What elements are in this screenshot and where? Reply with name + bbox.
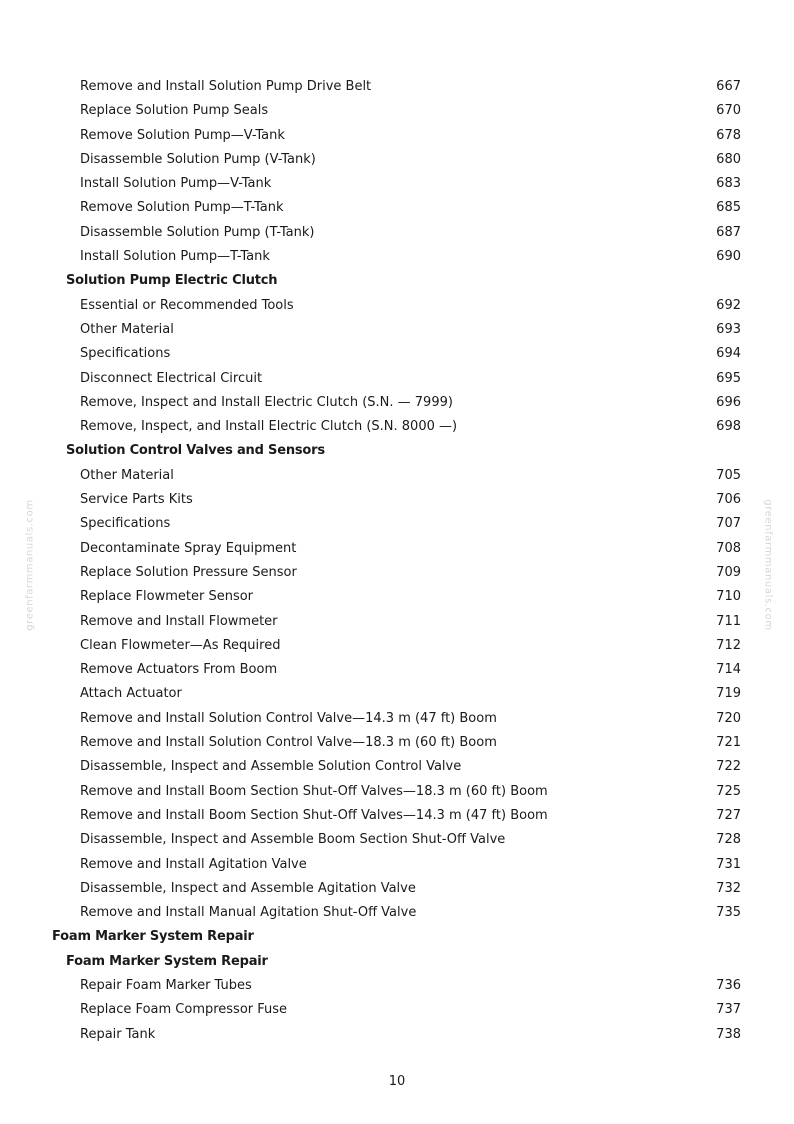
toc-entry-page: 695 [716,370,741,386]
toc-entry-title: Service Parts Kits [80,492,193,508]
toc-entry-title: Disassemble Solution Pump (T-Tank) [80,224,315,240]
toc-entry-title: Other Material [80,321,174,337]
toc-entry-page: 727 [716,807,741,823]
toc-entry[interactable] [0,221,794,245]
toc-entry[interactable] [0,75,794,99]
toc-entry-title: Remove, Inspect and Install Electric Clutch (S.N. — 7999) [80,394,453,410]
toc-entry-page: 678 [716,127,741,143]
toc-entry-title: Specifications [80,516,171,532]
toc-entry[interactable] [0,391,794,415]
toc-entry[interactable] [0,512,794,536]
toc-entry-title: Remove and Install Manual Agitation Shut-Off Valve [80,905,417,921]
toc-entry-title: Solution Pump Electric Clutch [66,273,278,289]
toc-entry-page: 710 [716,589,741,605]
toc-entry-page: 693 [716,321,741,337]
toc-entry-page: 687 [716,224,741,240]
toc-entry-title: Repair Foam Marker Tubes [80,977,252,993]
toc-entry[interactable] [0,585,794,609]
toc-entry-page: 714 [716,662,741,678]
toc-entry[interactable] [0,318,794,342]
toc-entry-title: Remove, Inspect, and Install Electric Clutch (S.N. 8000 —) [80,419,458,435]
toc-entry[interactable] [0,561,794,585]
toc-entry-title: Install Solution Pump—T-Tank [80,249,270,265]
toc-entry[interactable] [0,780,794,804]
toc-entry-title: Remove Solution Pump—V-Tank [80,127,285,143]
watermark-left: greenfarmmanuals.com [24,499,36,631]
toc-entry-title: Install Solution Pump—V-Tank [80,176,272,192]
toc-entry[interactable] [0,1023,794,1047]
toc-entry[interactable] [0,367,794,391]
toc-section-heading [0,925,794,949]
toc-entry[interactable] [0,877,794,901]
toc-entry-page: 712 [716,637,741,653]
toc-entry[interactable] [0,658,794,682]
toc-entry-title: Remove and Install Solution Control Valve—18.3 m (60 ft) Boom [80,735,497,751]
toc-entry-title: Remove and Install Boom Section Shut-Off Valves—18.3 m (60 ft) Boom [80,783,548,799]
toc-entry-title: Specifications [80,346,171,362]
toc-entry[interactable] [0,172,794,196]
toc-entry[interactable] [0,537,794,561]
toc-entry[interactable] [0,682,794,706]
toc-entry-title: Replace Solution Pressure Sensor [80,564,297,580]
toc-entry-title: Disassemble, Inspect and Assemble Solution Control Valve [80,759,462,775]
toc-entry-title: Repair Tank [80,1026,156,1042]
table-of-contents [0,75,794,1047]
toc-entry-page: 706 [716,492,741,508]
toc-entry-page: 720 [716,710,741,726]
toc-entry[interactable] [0,707,794,731]
toc-entry-page: 667 [716,79,741,94]
toc-entry-page: 698 [716,419,741,435]
toc-entry[interactable] [0,415,794,439]
toc-entry[interactable] [0,998,794,1022]
toc-entry-page: 728 [716,832,741,848]
toc-entry-page: 705 [716,467,741,483]
toc-entry-page: 725 [716,783,741,799]
toc-subsection-heading [0,439,794,463]
toc-entry-title: Essential or Recommended Tools [80,297,294,313]
toc-entry[interactable] [0,464,794,488]
toc-entry[interactable] [0,853,794,877]
toc-entry-page: 709 [716,564,741,580]
toc-entry-page: 736 [716,977,741,993]
toc-entry-title: Decontaminate Spray Equipment [80,540,297,556]
toc-entry-title: Clean Flowmeter—As Required [80,637,281,653]
toc-entry-title: Replace Foam Compressor Fuse [80,1002,288,1018]
toc-entry-title: Disassemble, Inspect and Assemble Agitation Valve [80,880,416,896]
toc-entry[interactable] [0,196,794,220]
toc-entry-title: Remove and Install Flowmeter [80,613,278,629]
toc-entry-page: 683 [716,176,741,192]
toc-entry-page: 685 [716,200,741,216]
toc-entry-title: Disassemble Solution Pump (V-Tank) [80,151,316,167]
toc-entry[interactable] [0,755,794,779]
toc-entry[interactable] [0,731,794,755]
toc-entry-page: 722 [716,759,741,775]
toc-entry-page: 719 [716,686,741,702]
toc-entry-page: 694 [716,346,741,362]
toc-entry[interactable] [0,634,794,658]
toc-entry-page: 670 [716,103,741,119]
toc-entry-page: 708 [716,540,741,556]
toc-entry[interactable] [0,610,794,634]
toc-entry-page: 680 [716,151,741,167]
toc-entry-title: Attach Actuator [80,686,182,702]
toc-entry[interactable] [0,901,794,925]
toc-entry[interactable] [0,124,794,148]
toc-entry-page: 738 [716,1026,741,1042]
toc-entry[interactable] [0,294,794,318]
toc-entry[interactable] [0,342,794,366]
toc-entry[interactable] [0,804,794,828]
toc-subsection-heading [0,269,794,293]
toc-entry-page: 731 [716,856,741,872]
toc-entry[interactable] [0,488,794,512]
toc-entry-title: Remove and Install Agitation Valve [80,856,307,872]
toc-entry[interactable] [0,974,794,998]
toc-entry-page: 735 [716,905,741,921]
toc-entry-title: Replace Flowmeter Sensor [80,589,254,605]
toc-entry-page: 690 [716,249,741,265]
toc-entry-page: 711 [716,613,741,629]
toc-entry-title: Other Material [80,467,174,483]
toc-entry-page: 721 [716,735,741,751]
toc-subsection-heading [0,950,794,974]
toc-entry-title: Disconnect Electrical Circuit [80,370,263,386]
toc-entry-title: Replace Solution Pump Seals [80,103,269,119]
watermark-right: greenfarmmanuals.com [762,499,774,631]
toc-entry[interactable] [0,99,794,123]
toc-entry-title: Remove and Install Boom Section Shut-Off Valves—14.3 m (47 ft) Boom [80,807,548,823]
toc-entry-page: 707 [716,516,741,532]
toc-entry[interactable] [0,828,794,852]
toc-entry-title: Disassemble, Inspect and Assemble Boom Section Shut-Off Valve [80,832,506,848]
toc-entry-title: Foam Marker System Repair [66,953,268,969]
toc-entry[interactable] [0,245,794,269]
toc-entry-title: Foam Marker System Repair [52,929,254,945]
toc-entry[interactable] [0,148,794,172]
toc-entry-title: Solution Control Valves and Sensors [66,443,325,459]
toc-entry-page: 692 [716,297,741,313]
toc-entry-page: 696 [716,394,741,410]
toc-entry-title: Remove and Install Solution Pump Drive Belt [80,79,372,94]
toc-entry-page: 737 [716,1002,741,1018]
toc-entry-page: 732 [716,880,741,896]
toc-entry-title: Remove Actuators From Boom [80,662,278,678]
toc-entry-title: Remove and Install Solution Control Valve—14.3 m (47 ft) Boom [80,710,497,726]
page-number: 10 [388,1074,406,1089]
toc-entry-title: Remove Solution Pump—T-Tank [80,200,284,216]
